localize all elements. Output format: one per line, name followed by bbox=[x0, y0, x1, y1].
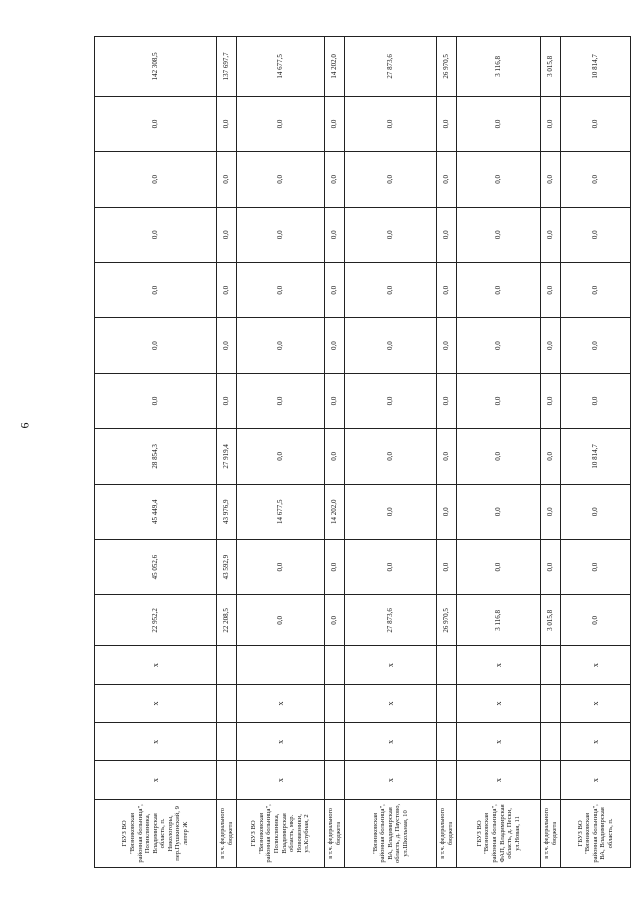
table-row bbox=[95, 37, 217, 868]
cell-y6: 0,0 bbox=[561, 262, 631, 317]
cell-x4: x bbox=[457, 646, 541, 684]
cell-y3: 28 854,3 bbox=[95, 429, 217, 484]
cell-x1 bbox=[217, 761, 237, 799]
cell-x3 bbox=[437, 684, 457, 722]
cell-total: 0,0 bbox=[561, 595, 631, 646]
cell-y6: 0,0 bbox=[457, 262, 541, 317]
cell-y9: 0,0 bbox=[345, 96, 437, 151]
cell-y8: 0,0 bbox=[237, 152, 325, 207]
cell-x4: x bbox=[561, 646, 631, 684]
cell-y9: 0,0 bbox=[457, 96, 541, 151]
cell-y5: 0,0 bbox=[217, 318, 237, 373]
cell-name: в т.ч. федерального бюджета bbox=[541, 799, 561, 867]
cell-y4: 0,0 bbox=[325, 373, 345, 428]
cell-name: ГБУЗ ВО "Вязниковская районная больница", Поликлиника, Владимирская область, п. Никологоры, пер.Пушкинский, 9 литер Ж bbox=[95, 799, 217, 867]
cell-y1: 0,0 bbox=[541, 539, 561, 594]
table-row bbox=[561, 37, 631, 868]
cell-y9: 0,0 bbox=[541, 96, 561, 151]
cell-x4: x bbox=[345, 646, 437, 684]
table-row bbox=[345, 37, 437, 868]
cell-x3: x bbox=[95, 684, 217, 722]
cell-y7: 0,0 bbox=[561, 207, 631, 262]
page-number: 6 bbox=[17, 422, 32, 429]
cell-y5: 0,0 bbox=[561, 318, 631, 373]
cell-y9: 0,0 bbox=[217, 96, 237, 151]
cell-y4: 0,0 bbox=[237, 373, 325, 428]
cell-y1: 0,0 bbox=[237, 539, 325, 594]
table-subrow bbox=[541, 37, 561, 868]
cell-y3: 0,0 bbox=[237, 429, 325, 484]
cell-total: 3 116,8 bbox=[457, 595, 541, 646]
cell-y8: 0,0 bbox=[217, 152, 237, 207]
cell-y1: 0,0 bbox=[325, 539, 345, 594]
cell-y1: 0,0 bbox=[561, 539, 631, 594]
cell-x4 bbox=[325, 646, 345, 684]
cell-y7: 0,0 bbox=[217, 207, 237, 262]
cell-y6: 0,0 bbox=[217, 262, 237, 317]
rotated-table-container bbox=[94, 36, 614, 868]
cell-y4: 0,0 bbox=[437, 373, 457, 428]
cell-name: ГБУЗ ВО "Вязниковская районная больница", ВА, Владимирская область, п. bbox=[561, 799, 631, 867]
cell-y2: 0,0 bbox=[541, 484, 561, 539]
cell-x3: x bbox=[237, 684, 325, 722]
cell-x1 bbox=[325, 761, 345, 799]
cell-y5: 0,0 bbox=[237, 318, 325, 373]
table-subrow bbox=[217, 37, 237, 868]
cell-y5: 0,0 bbox=[541, 318, 561, 373]
cell-y4: 0,0 bbox=[345, 373, 437, 428]
cell-sum: 26 970,5 bbox=[437, 37, 457, 97]
cell-y1: 0,0 bbox=[457, 539, 541, 594]
cell-y5: 0,0 bbox=[437, 318, 457, 373]
cell-y7: 0,0 bbox=[437, 207, 457, 262]
cell-y2: 0,0 bbox=[437, 484, 457, 539]
cell-y6: 0,0 bbox=[437, 262, 457, 317]
cell-x2: x bbox=[95, 723, 217, 761]
cell-y1: 43 592,9 bbox=[217, 539, 237, 594]
cell-x1 bbox=[541, 761, 561, 799]
cell-total: 0,0 bbox=[237, 595, 325, 646]
cell-y8: 0,0 bbox=[325, 152, 345, 207]
cell-y8: 0,0 bbox=[561, 152, 631, 207]
cell-y7: 0,0 bbox=[345, 207, 437, 262]
cell-x3: x bbox=[457, 684, 541, 722]
cell-y8: 0,0 bbox=[541, 152, 561, 207]
cell-x4: x bbox=[95, 646, 217, 684]
table-subrow bbox=[325, 37, 345, 868]
cell-y9: 0,0 bbox=[437, 96, 457, 151]
cell-x1 bbox=[437, 761, 457, 799]
cell-y6: 0,0 bbox=[345, 262, 437, 317]
cell-x4 bbox=[237, 646, 325, 684]
cell-y4: 0,0 bbox=[95, 373, 217, 428]
cell-x2 bbox=[325, 723, 345, 761]
cell-sum: 142 308,5 bbox=[95, 37, 217, 97]
cell-x1: x bbox=[561, 761, 631, 799]
cell-name: в т.ч. федерального бюджета bbox=[437, 799, 457, 867]
cell-total: 0,0 bbox=[325, 595, 345, 646]
cell-name: ГБУЗ ВО "Вязниковская районная больница", Поликлиника, Владимирская область, мкр. Нововязники, ул.Клубная, 2 bbox=[237, 799, 325, 867]
cell-y6: 0,0 bbox=[541, 262, 561, 317]
cell-x3 bbox=[541, 684, 561, 722]
cell-x1: x bbox=[95, 761, 217, 799]
cell-y1: 45 052,6 bbox=[95, 539, 217, 594]
table-subrow bbox=[437, 37, 457, 868]
cell-name: в т.ч. федерального бюджета bbox=[217, 799, 237, 867]
cell-total: 22 208,5 bbox=[217, 595, 237, 646]
cell-x2 bbox=[217, 723, 237, 761]
cell-y5: 0,0 bbox=[345, 318, 437, 373]
cell-x4 bbox=[541, 646, 561, 684]
cell-y7: 0,0 bbox=[541, 207, 561, 262]
cell-y1: 0,0 bbox=[345, 539, 437, 594]
cell-y2: 0,0 bbox=[345, 484, 437, 539]
cell-y5: 0,0 bbox=[457, 318, 541, 373]
cell-y8: 0,0 bbox=[345, 152, 437, 207]
cell-x2: x bbox=[345, 723, 437, 761]
budget-table bbox=[94, 36, 631, 868]
cell-x3 bbox=[217, 684, 237, 722]
cell-y3: 27 919,4 bbox=[217, 429, 237, 484]
cell-x2: x bbox=[457, 723, 541, 761]
table-row bbox=[457, 37, 541, 868]
cell-y4: 0,0 bbox=[541, 373, 561, 428]
cell-x2 bbox=[541, 723, 561, 761]
cell-sum: 137 697,7 bbox=[217, 37, 237, 97]
cell-y2: 0,0 bbox=[561, 484, 631, 539]
cell-x3: x bbox=[561, 684, 631, 722]
cell-y9: 0,0 bbox=[95, 96, 217, 151]
cell-y7: 0,0 bbox=[95, 207, 217, 262]
cell-y5: 0,0 bbox=[325, 318, 345, 373]
cell-sum: 27 873,6 bbox=[345, 37, 437, 97]
cell-total: 27 873,6 bbox=[345, 595, 437, 646]
cell-x3: x bbox=[345, 684, 437, 722]
cell-y2: 14 677,5 bbox=[237, 484, 325, 539]
cell-x2: x bbox=[561, 723, 631, 761]
cell-total: 26 970,5 bbox=[437, 595, 457, 646]
cell-y7: 0,0 bbox=[457, 207, 541, 262]
cell-y9: 0,0 bbox=[237, 96, 325, 151]
cell-x1: x bbox=[457, 761, 541, 799]
cell-name: в т.ч. федерального бюджета bbox=[325, 799, 345, 867]
cell-y7: 0,0 bbox=[237, 207, 325, 262]
cell-y9: 0,0 bbox=[561, 96, 631, 151]
cell-sum: 3 116,8 bbox=[457, 37, 541, 97]
cell-y2: 0,0 bbox=[457, 484, 541, 539]
cell-y2: 45 449,4 bbox=[95, 484, 217, 539]
cell-x3 bbox=[325, 684, 345, 722]
cell-y3: 0,0 bbox=[325, 429, 345, 484]
cell-sum: 14 202,0 bbox=[325, 37, 345, 97]
cell-x1: x bbox=[237, 761, 325, 799]
cell-y4: 0,0 bbox=[217, 373, 237, 428]
cell-y2: 43 976,9 bbox=[217, 484, 237, 539]
cell-total: 3 015,8 bbox=[541, 595, 561, 646]
table-row bbox=[237, 37, 325, 868]
cell-name: ГБУЗ ВО "Вязниковская районная больница", ФАП, Владимирская область, д. Пески, ул.Новая, 11 bbox=[457, 799, 541, 867]
cell-y6: 0,0 bbox=[237, 262, 325, 317]
cell-name: "Вязниковская районная больница", ВА, Владимирская область, д. Паустово, ул.Школьная, 10 bbox=[345, 799, 437, 867]
cell-y8: 0,0 bbox=[437, 152, 457, 207]
cell-x4 bbox=[437, 646, 457, 684]
cell-y3: 0,0 bbox=[457, 429, 541, 484]
cell-x2: x bbox=[237, 723, 325, 761]
cell-y3: 0,0 bbox=[437, 429, 457, 484]
cell-y8: 0,0 bbox=[95, 152, 217, 207]
cell-y5: 0,0 bbox=[95, 318, 217, 373]
cell-x2 bbox=[437, 723, 457, 761]
cell-y4: 0,0 bbox=[457, 373, 541, 428]
cell-y6: 0,0 bbox=[95, 262, 217, 317]
cell-y3: 10 814,7 bbox=[561, 429, 631, 484]
cell-total: 22 952,2 bbox=[95, 595, 217, 646]
cell-y8: 0,0 bbox=[457, 152, 541, 207]
cell-y3: 0,0 bbox=[541, 429, 561, 484]
cell-sum: 14 677,5 bbox=[237, 37, 325, 97]
cell-x4 bbox=[217, 646, 237, 684]
cell-y2: 14 202,0 bbox=[325, 484, 345, 539]
cell-sum: 10 814,7 bbox=[561, 37, 631, 97]
cell-y3: 0,0 bbox=[345, 429, 437, 484]
cell-y4: 0,0 bbox=[561, 373, 631, 428]
table-body bbox=[95, 37, 631, 868]
cell-y9: 0,0 bbox=[325, 96, 345, 151]
cell-sum: 3 015,8 bbox=[541, 37, 561, 97]
cell-y1: 0,0 bbox=[437, 539, 457, 594]
cell-y6: 0,0 bbox=[325, 262, 345, 317]
cell-y7: 0,0 bbox=[325, 207, 345, 262]
cell-x1: x bbox=[345, 761, 437, 799]
